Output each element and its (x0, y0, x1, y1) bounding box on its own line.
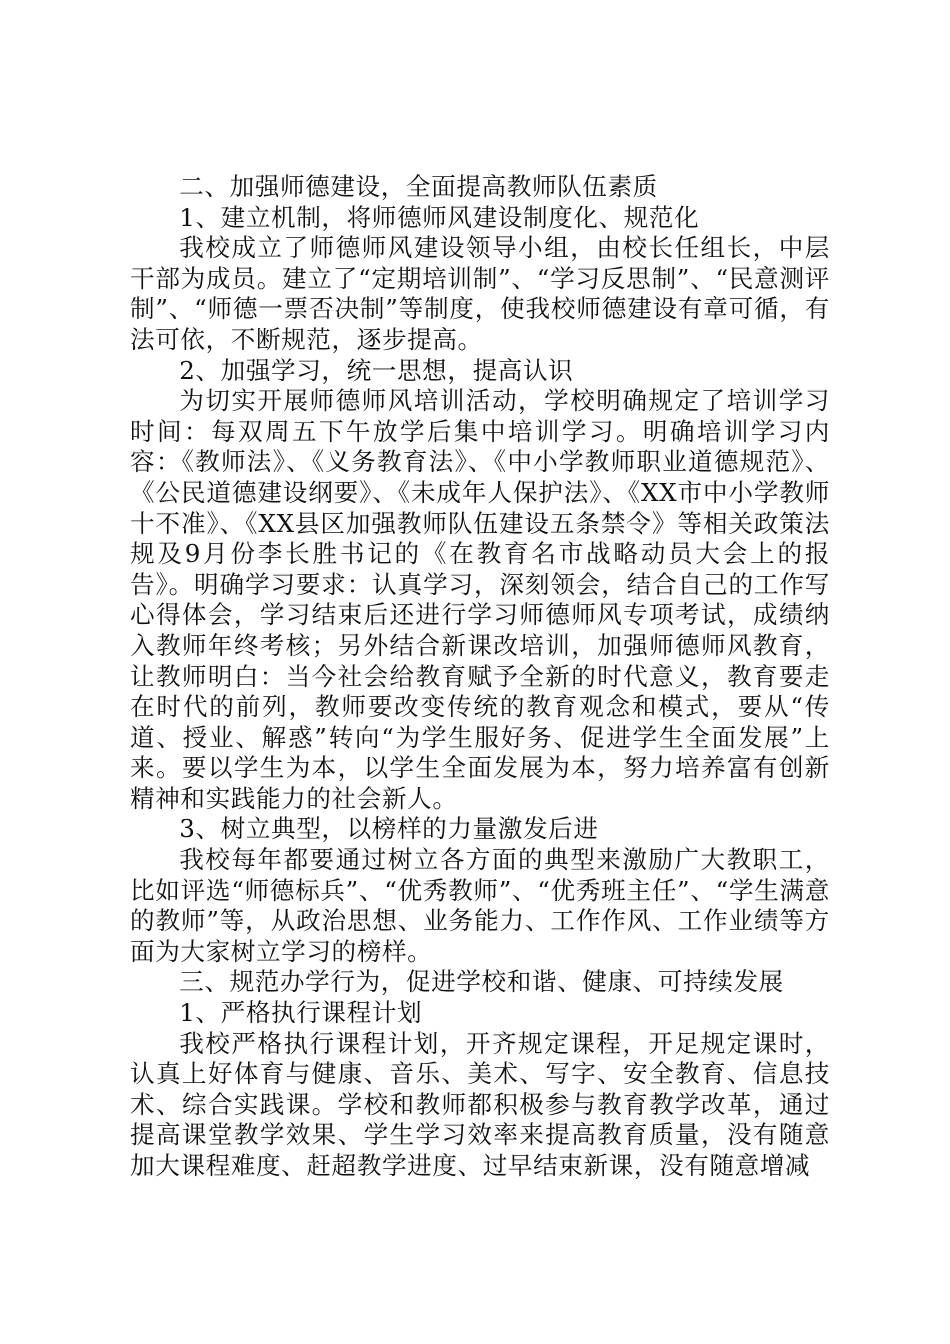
section-heading-2: 二、加强师德建设，全面提高教师队伍素质 (179, 172, 658, 201)
subsection-heading-2-2: 2、加强学习，统一思想，提高认识 (179, 355, 574, 385)
section-heading-3: 三、规范办学行为，促进学校和谐、健康、可持续发展 (179, 967, 784, 997)
subsection-heading-2-3: 3、树立典型，以榜样的力量激发后进 (179, 814, 599, 844)
body-paragraph: 我校每年都要通过树立各方面的典型来激励广大教职工，比如评选“师德标兵”、“优秀教师”、“优秀班主任”、“学生满意的教师”等，从政治思想、业务能力、工作作风、工作业绩等方面为大家树立学习的榜样。 (130, 845, 830, 966)
body-paragraph: 我校成立了师德师风建设领导小组，由校长任组长，中层干部为成员。建立了“定期培训制”、“学习反思制”、“民意测评制”、“师德一票否决制”等制度，使我校师德建设有章可循，有法可依，不断规范，逐步提高。 (130, 233, 830, 354)
subsection-heading-2-1: 1、建立机制，将师德师风建设制度化、规范化 (179, 202, 700, 232)
body-paragraph: 为切实开展师德师风培训活动，学校明确规定了培训学习时间：每双周五下午放学后集中培训学习。明确培训学习内容：《教师法》、《义务教育法》、《中小学教师职业道德规范》、《公民道德建设纲要》、《未成年人保护法》、《XX市中小学教师十不准》、《XX县区加强教师队伍建设五条禁令》等相关政策法规及9月份李长胜书记的《在教育名市战略动员大会上的报告》。明确学习要求：认真学习，深刻领会，结合自己的工作写心得体会，学习结束后还进行学习师德师风专项考试，成绩纳入教师年终考核；另外结合新课改培训，加强师德师风教育，让教师明白：当今社会给教育赋予全新的时代意义，教育要走在时代的前列，教师要改变传统的教育观念和模式，要从“传道、授业、解惑”转向“为学生服好务、促进学生全面发展”上来。要以学生为本，以学生全面发展为本，努力培养富有创新精神和实践能力的社会新人。 (130, 386, 830, 813)
body-paragraph: 我校严格执行课程计划，开齐规定课程，开足规定课时，认真上好体育与健康、音乐、美术、写字、安全教育、信息技术、综合实践课。学校和教师都积极参与教育教学改革，通过提高课堂教学效果、学生学习效率来提高教育质量，没有随意加大课程难度、赶超教学进度、过早结束新课，没有随意增减 (130, 1028, 830, 1180)
subsection-heading-3-1: 1、严格执行课程计划 (179, 998, 423, 1028)
document-body (130, 172, 830, 1182)
